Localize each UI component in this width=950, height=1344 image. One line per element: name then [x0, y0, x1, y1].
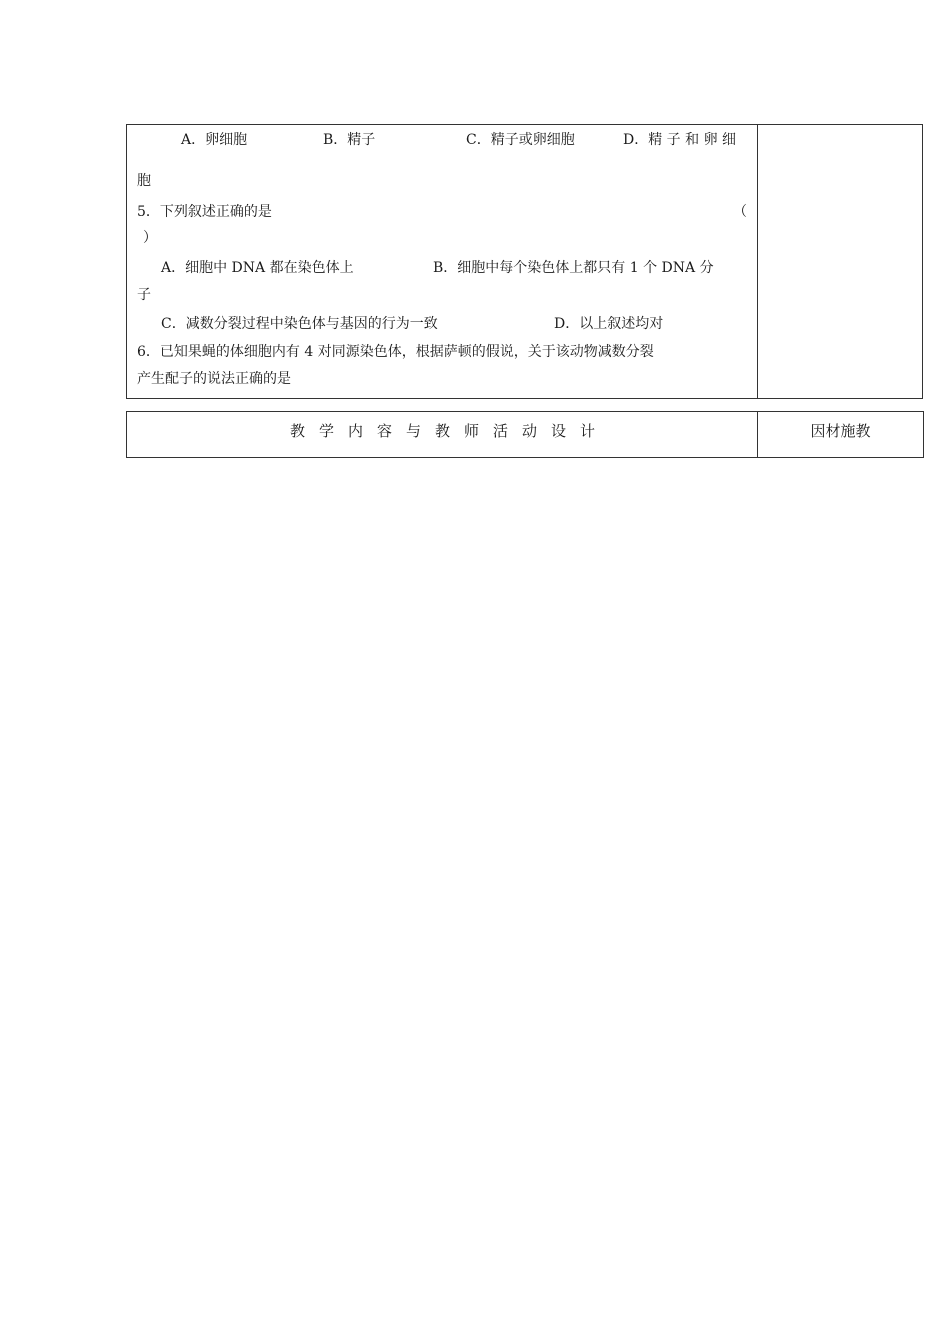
- design-header-main-cell: [127, 412, 758, 457]
- q4-option-c: C．精子或卵细胞: [466, 132, 575, 148]
- q4-option-b: B．精子: [323, 132, 376, 148]
- q5-option-b-wrap: 子: [137, 287, 151, 303]
- header-teaching-design: 教学内容与教师活动设计: [289, 422, 609, 440]
- question-table: [126, 124, 923, 399]
- q5-answer-paren-open: （: [733, 204, 747, 220]
- q4-option-d-wrap: 胞: [137, 173, 151, 189]
- q5-option-a: A．细胞中 DNA 都在染色体上: [161, 260, 354, 276]
- q5-option-d: D．以上叙述均对: [554, 316, 664, 332]
- q4-option-d: D．精 子 和 卵 细: [623, 132, 737, 148]
- q4-option-a: A．卵细胞: [181, 132, 248, 148]
- q5-answer-paren-close: ）: [143, 230, 157, 246]
- q5-option-c: C．减数分裂过程中染色体与基因的行为一致: [161, 316, 438, 332]
- design-header-table: [126, 411, 924, 458]
- q6-line-2: 产生配子的说法正确的是: [137, 371, 291, 387]
- q5-stem: 5．下列叙述正确的是: [137, 204, 272, 220]
- q6-line-1: 6．已知果蝇的体细胞内有 4 对同源染色体，根据萨顿的假说，关于该动物减数分裂: [137, 344, 654, 360]
- adaptive-notes-cell: [758, 125, 922, 398]
- design-header-side-cell: [758, 412, 923, 457]
- question-content-cell: [127, 125, 758, 398]
- q5-option-b: B．细胞中每个染色体上都只有 1 个 DNA 分: [433, 260, 714, 276]
- header-adaptive-teaching: 因材施教: [810, 422, 871, 440]
